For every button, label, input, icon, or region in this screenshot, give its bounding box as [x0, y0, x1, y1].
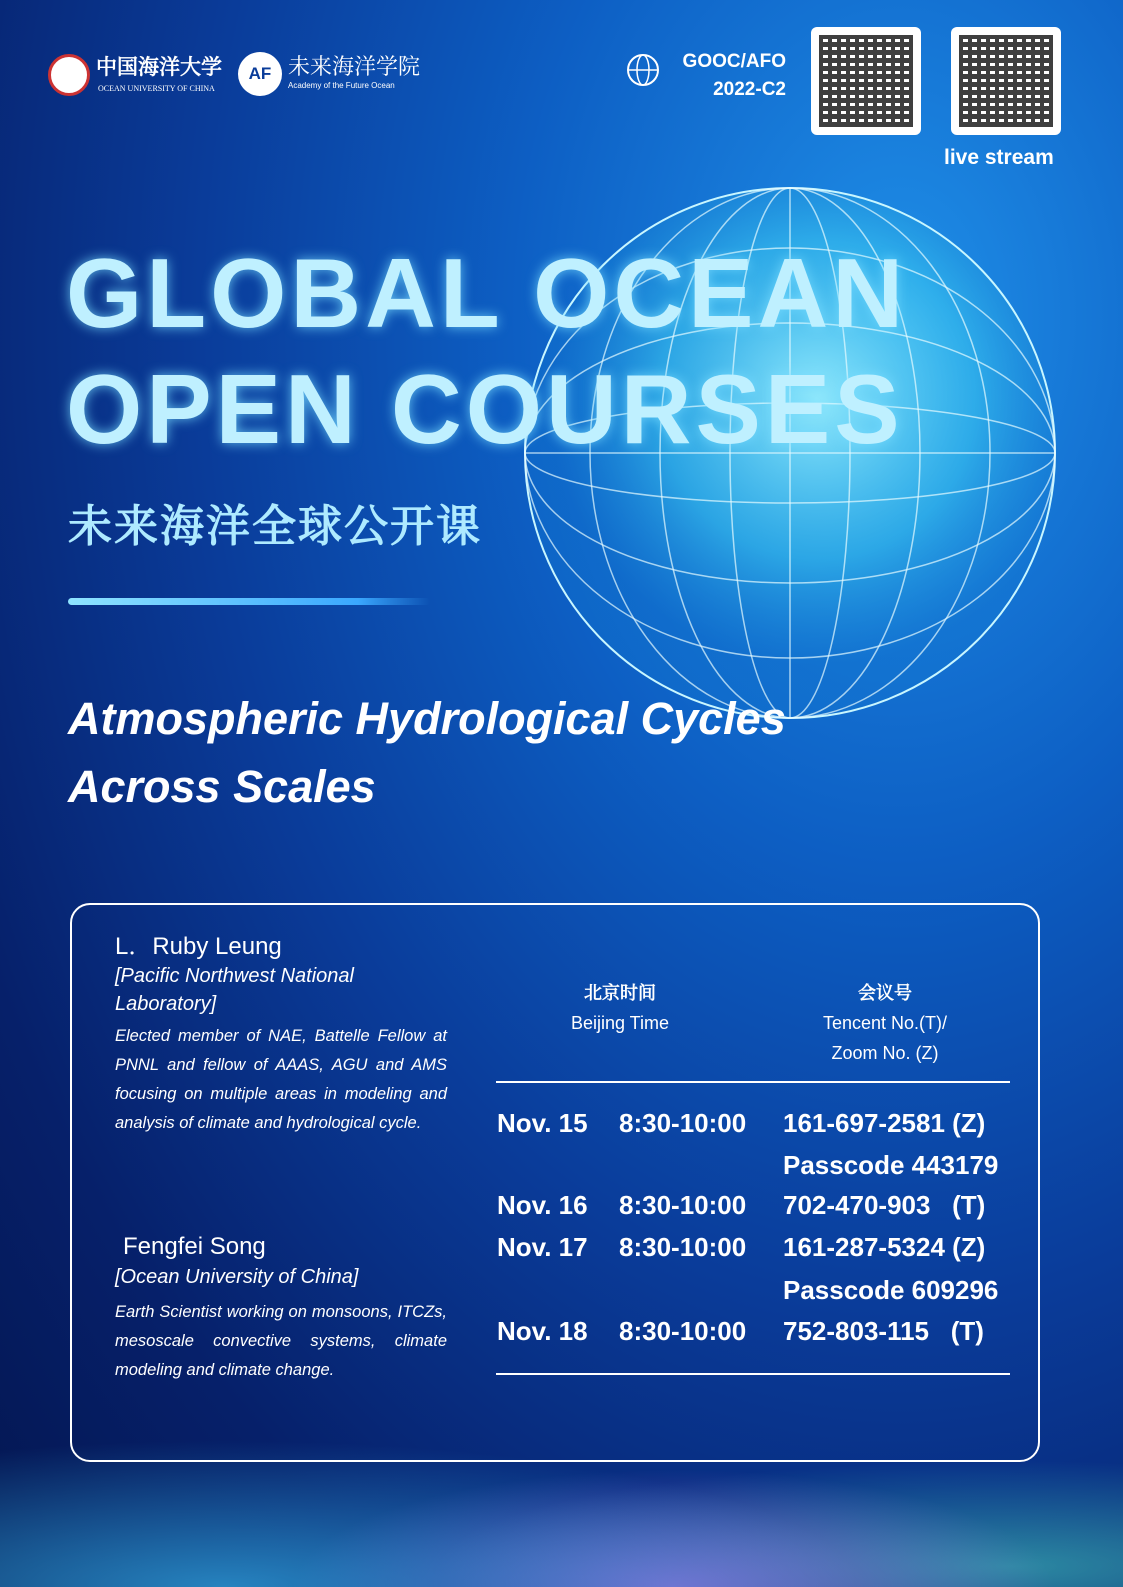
- speaker-name: Fengfei Song: [123, 1233, 266, 1260]
- ouc-logo-en: OCEAN UNIVERSITY OF CHINA: [98, 84, 215, 93]
- title-cn: 未来海洋全球公开课: [68, 502, 482, 551]
- title-line2: OPEN COURSES: [66, 354, 904, 464]
- speaker-affiliation: [Pacific Northwest National Laboratory]: [115, 965, 354, 1015]
- number-header: [780, 978, 990, 1068]
- speaker-1: [115, 932, 447, 1138]
- number-header-en2: Zoom No. (Z): [831, 1043, 939, 1063]
- time-header-cn: 北京时间: [584, 983, 656, 1003]
- schedule-divider-bottom: [496, 1373, 1010, 1375]
- schedule-number: 161-697-2581 (Z): [783, 1108, 986, 1138]
- ouc-logo-icon: [48, 54, 90, 96]
- time-header-en: Beijing Time: [570, 1013, 670, 1033]
- title-line1: GLOBAL OCEAN: [66, 238, 908, 348]
- title-divider: [68, 598, 430, 605]
- schedule-number: Passcode 609296: [783, 1275, 999, 1305]
- number-header-cn: 会议号: [858, 983, 912, 1003]
- schedule-date: Nov. 15: [497, 1108, 588, 1138]
- speaker-2: [115, 1232, 447, 1385]
- speaker-affiliation: [Ocean University of China]: [115, 1266, 359, 1288]
- lecture-title-line2: Across Scales: [68, 761, 376, 812]
- speaker-bio: Earth Scientist working on monsoons, ITCZs, mesoscale convective systems, climate modeling and climate change.: [115, 1303, 447, 1379]
- afo-logo-icon: AF: [238, 52, 282, 96]
- schedule-date: Nov. 16: [497, 1190, 588, 1220]
- qr-code-live-stream: [951, 27, 1061, 135]
- course-code: [668, 48, 786, 104]
- schedule-number: Passcode 443179: [783, 1150, 999, 1180]
- schedule-number: 702-470-903 (T): [783, 1190, 986, 1220]
- qr-code-afo: [811, 27, 921, 135]
- live-stream-label: live stream: [944, 146, 1054, 169]
- schedule-time: 8:30-10:00: [619, 1108, 747, 1138]
- ouc-logo-cn: 中国海洋大学: [96, 55, 222, 79]
- afo-logo-cn: 未来海洋学院: [288, 54, 421, 79]
- time-header: [540, 978, 700, 1038]
- schedule-time: 8:30-10:00: [619, 1190, 747, 1220]
- schedule-date: Nov. 17: [497, 1232, 588, 1262]
- course-code-line2: 2022-C2: [713, 79, 786, 100]
- globe-chat-icon: [624, 52, 662, 90]
- number-header-en1: Tencent No.(T)/: [822, 1013, 948, 1033]
- schedule-number: 161-287-5324 (Z): [783, 1232, 986, 1262]
- schedule-divider-top: [496, 1081, 1010, 1083]
- schedule-number: 752-803-115 (T): [783, 1316, 984, 1346]
- schedule-time: 8:30-10:00: [619, 1232, 747, 1262]
- speaker-name: L．Ruby Leung: [115, 933, 282, 960]
- course-code-line1: GOOC/AFO: [682, 51, 786, 72]
- schedule-time: 8:30-10:00: [619, 1316, 747, 1346]
- afo-logo-en: Academy of the Future Ocean: [288, 81, 395, 90]
- speaker-bio: Elected member of NAE, Battelle Fellow at PNNL and fellow of AAAS, AGU and AMS focusing on multiple areas in modeling and analysis of climate and hydrological cycle.: [115, 1027, 447, 1132]
- lecture-title-line1: Atmospheric Hydrological Cycles: [68, 693, 786, 744]
- schedule-date: Nov. 18: [497, 1316, 588, 1346]
